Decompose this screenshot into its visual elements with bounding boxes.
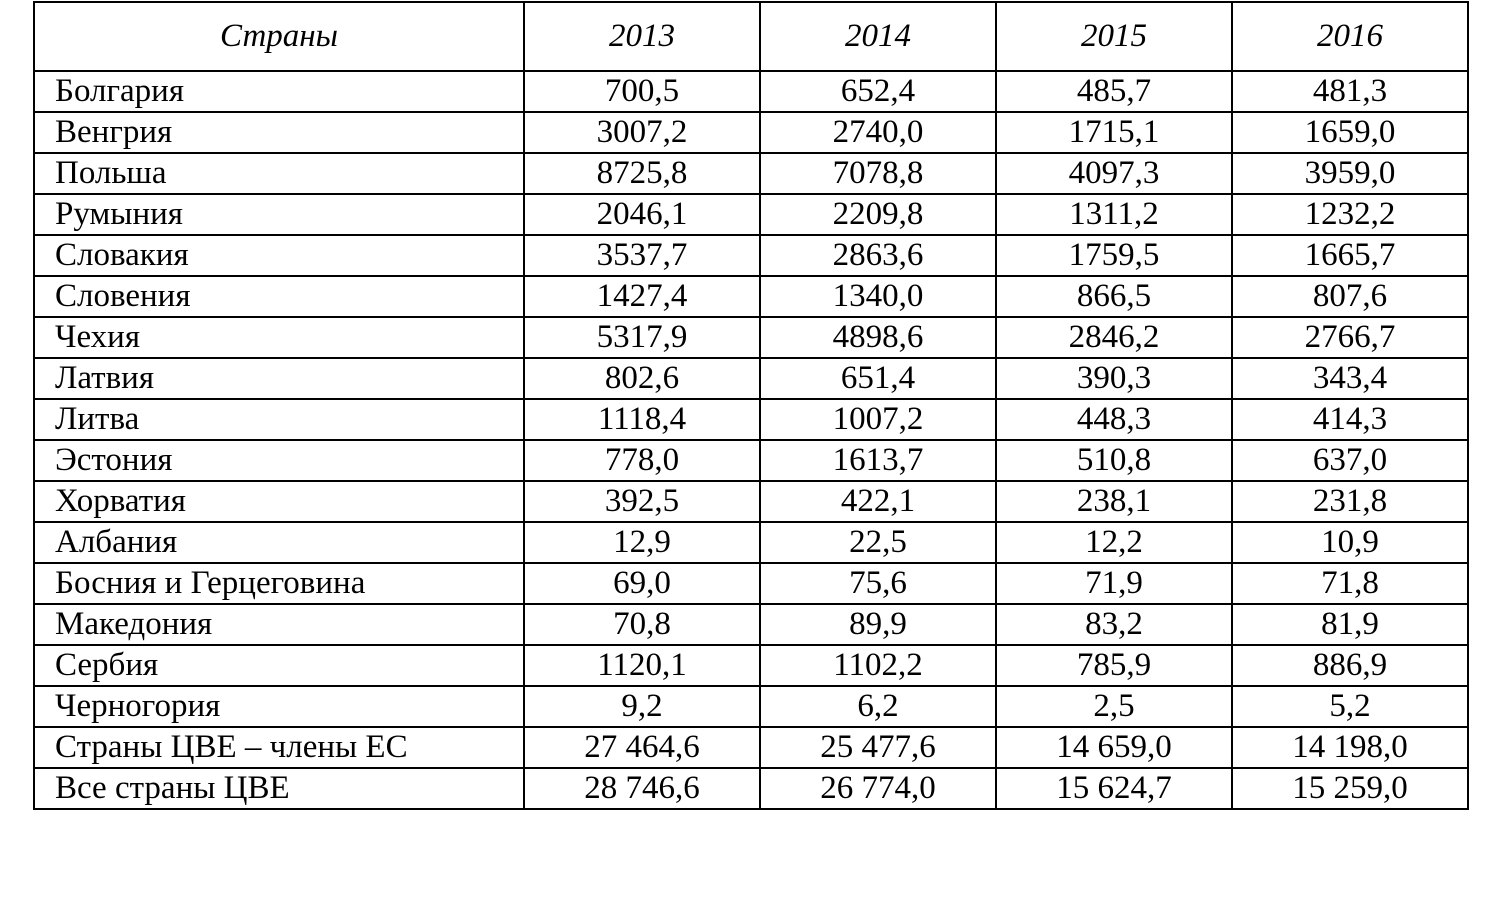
- table-row: [34, 235, 1468, 276]
- value-2015-cell: 71,9: [996, 563, 1232, 604]
- country-cell: Словакия: [34, 235, 524, 276]
- value-2015-cell: 1311,2: [996, 194, 1232, 235]
- value-2013-cell: 1118,4: [524, 399, 760, 440]
- country-cell: Босния и Герцеговина: [34, 563, 524, 604]
- value-2014-cell: 1102,2: [760, 645, 996, 686]
- value-2013-cell: 3537,7: [524, 235, 760, 276]
- country-cell: Польша: [34, 153, 524, 194]
- value-2013-cell: 3007,2: [524, 112, 760, 153]
- value-2015-cell: 1715,1: [996, 112, 1232, 153]
- value-2015-cell: 510,8: [996, 440, 1232, 481]
- value-2015-cell: 1759,5: [996, 235, 1232, 276]
- value-2013-cell: 1427,4: [524, 276, 760, 317]
- table-body: [34, 71, 1468, 809]
- table-row: [34, 112, 1468, 153]
- value-2015-cell: 485,7: [996, 71, 1232, 112]
- value-2013-cell: 28 746,6: [524, 768, 760, 809]
- value-2016-cell: 15 259,0: [1232, 768, 1468, 809]
- table-row: [34, 358, 1468, 399]
- country-cell: Чехия: [34, 317, 524, 358]
- country-cell: Македония: [34, 604, 524, 645]
- value-2016-cell: 10,9: [1232, 522, 1468, 563]
- value-2014-cell: 25 477,6: [760, 727, 996, 768]
- value-2013-cell: 12,9: [524, 522, 760, 563]
- table-row: [34, 768, 1468, 809]
- value-2013-cell: 802,6: [524, 358, 760, 399]
- value-2015-cell: 866,5: [996, 276, 1232, 317]
- value-2016-cell: 1665,7: [1232, 235, 1468, 276]
- value-2013-cell: 9,2: [524, 686, 760, 727]
- table-row: [34, 153, 1468, 194]
- value-2016-cell: 5,2: [1232, 686, 1468, 727]
- header-year-2014: 2014: [760, 2, 996, 71]
- header-row: [34, 2, 1468, 71]
- value-2016-cell: 886,9: [1232, 645, 1468, 686]
- table-row: [34, 399, 1468, 440]
- country-cell: Эстония: [34, 440, 524, 481]
- value-2014-cell: 22,5: [760, 522, 996, 563]
- value-2014-cell: 651,4: [760, 358, 996, 399]
- value-2013-cell: 5317,9: [524, 317, 760, 358]
- header-year-2013: 2013: [524, 2, 760, 71]
- table-row: [34, 276, 1468, 317]
- country-cell: Румыния: [34, 194, 524, 235]
- value-2015-cell: 15 624,7: [996, 768, 1232, 809]
- table-row: [34, 317, 1468, 358]
- value-2015-cell: 14 659,0: [996, 727, 1232, 768]
- table-row: [34, 563, 1468, 604]
- value-2016-cell: 807,6: [1232, 276, 1468, 317]
- country-cell: Сербия: [34, 645, 524, 686]
- value-2016-cell: 481,3: [1232, 71, 1468, 112]
- value-2015-cell: 12,2: [996, 522, 1232, 563]
- value-2016-cell: 231,8: [1232, 481, 1468, 522]
- header-year-2015: 2015: [996, 2, 1232, 71]
- country-cell: Словения: [34, 276, 524, 317]
- value-2016-cell: 2766,7: [1232, 317, 1468, 358]
- country-cell: Черногория: [34, 686, 524, 727]
- value-2013-cell: 2046,1: [524, 194, 760, 235]
- country-cell: Страны ЦВЕ – члены ЕС: [34, 727, 524, 768]
- value-2014-cell: 2209,8: [760, 194, 996, 235]
- table-row: [34, 194, 1468, 235]
- value-2016-cell: 71,8: [1232, 563, 1468, 604]
- value-2016-cell: 81,9: [1232, 604, 1468, 645]
- value-2015-cell: 83,2: [996, 604, 1232, 645]
- value-2013-cell: 700,5: [524, 71, 760, 112]
- value-2016-cell: 14 198,0: [1232, 727, 1468, 768]
- value-2016-cell: 343,4: [1232, 358, 1468, 399]
- value-2013-cell: 69,0: [524, 563, 760, 604]
- country-cell: Все страны ЦВЕ: [34, 768, 524, 809]
- table-row: [34, 440, 1468, 481]
- value-2014-cell: 7078,8: [760, 153, 996, 194]
- value-2014-cell: 89,9: [760, 604, 996, 645]
- value-2016-cell: 637,0: [1232, 440, 1468, 481]
- value-2016-cell: 3959,0: [1232, 153, 1468, 194]
- table-row: [34, 645, 1468, 686]
- value-2014-cell: 2863,6: [760, 235, 996, 276]
- value-2013-cell: 778,0: [524, 440, 760, 481]
- value-2014-cell: 4898,6: [760, 317, 996, 358]
- header-countries: Страны: [34, 2, 524, 71]
- value-2014-cell: 422,1: [760, 481, 996, 522]
- country-cell: Латвия: [34, 358, 524, 399]
- table-row: [34, 727, 1468, 768]
- table-row: [34, 686, 1468, 727]
- value-2015-cell: 2,5: [996, 686, 1232, 727]
- country-cell: Венгрия: [34, 112, 524, 153]
- value-2013-cell: 392,5: [524, 481, 760, 522]
- country-cell: Литва: [34, 399, 524, 440]
- value-2015-cell: 238,1: [996, 481, 1232, 522]
- value-2014-cell: 2740,0: [760, 112, 996, 153]
- value-2014-cell: 6,2: [760, 686, 996, 727]
- header-year-2016: 2016: [1232, 2, 1468, 71]
- table-row: [34, 522, 1468, 563]
- value-2014-cell: 75,6: [760, 563, 996, 604]
- country-cell: Хорватия: [34, 481, 524, 522]
- data-table: [33, 1, 1469, 810]
- country-cell: Албания: [34, 522, 524, 563]
- table-row: [34, 604, 1468, 645]
- value-2013-cell: 1120,1: [524, 645, 760, 686]
- value-2014-cell: 652,4: [760, 71, 996, 112]
- value-2014-cell: 1613,7: [760, 440, 996, 481]
- value-2016-cell: 414,3: [1232, 399, 1468, 440]
- table-header: [34, 2, 1468, 71]
- value-2013-cell: 27 464,6: [524, 727, 760, 768]
- value-2014-cell: 1007,2: [760, 399, 996, 440]
- value-2015-cell: 448,3: [996, 399, 1232, 440]
- value-2013-cell: 8725,8: [524, 153, 760, 194]
- country-cell: Болгария: [34, 71, 524, 112]
- value-2014-cell: 26 774,0: [760, 768, 996, 809]
- value-2016-cell: 1232,2: [1232, 194, 1468, 235]
- value-2015-cell: 390,3: [996, 358, 1232, 399]
- value-2014-cell: 1340,0: [760, 276, 996, 317]
- value-2016-cell: 1659,0: [1232, 112, 1468, 153]
- value-2013-cell: 70,8: [524, 604, 760, 645]
- table-row: [34, 481, 1468, 522]
- value-2015-cell: 785,9: [996, 645, 1232, 686]
- table-row: [34, 71, 1468, 112]
- value-2015-cell: 4097,3: [996, 153, 1232, 194]
- value-2015-cell: 2846,2: [996, 317, 1232, 358]
